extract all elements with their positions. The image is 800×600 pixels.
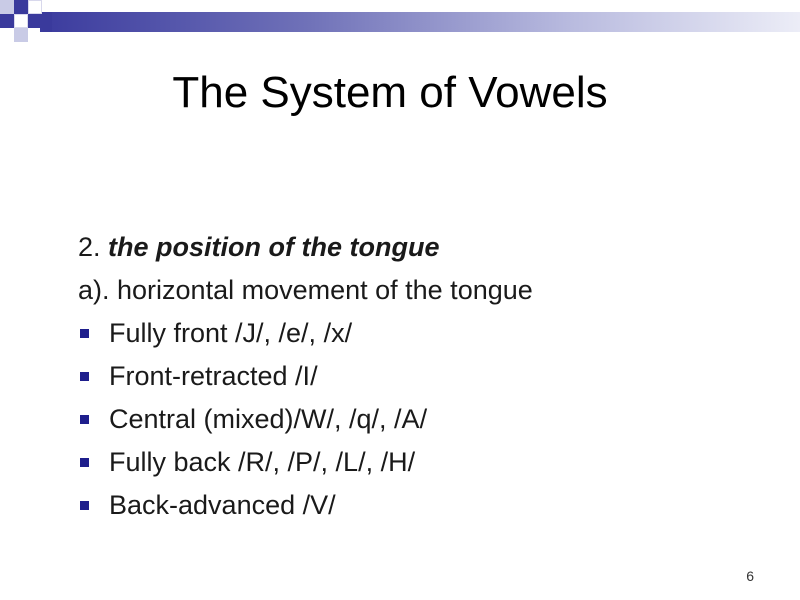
decor-square xyxy=(14,28,28,42)
list-item-text: Central (mixed)/W/, /q/, /A/ xyxy=(109,404,428,434)
decor-square xyxy=(14,14,28,28)
decor-square xyxy=(0,0,14,14)
square-bullet-icon xyxy=(80,329,89,338)
list-item-text: Fully front /J/, /e/, /x/ xyxy=(109,318,353,348)
list-item xyxy=(78,398,758,441)
decor-square xyxy=(42,12,52,32)
subheading: a). horizontal movement of the tongue xyxy=(78,275,533,305)
square-bullet-icon xyxy=(80,458,89,467)
decor-square xyxy=(14,0,28,14)
list-item xyxy=(78,355,758,398)
decor-square xyxy=(0,14,14,28)
decor-square xyxy=(28,14,42,28)
slide-content xyxy=(78,226,758,527)
slide-number: 6 xyxy=(746,568,754,584)
header-gradient-bar xyxy=(40,12,800,32)
square-bullet-icon xyxy=(80,501,89,510)
list-item-text: Front-retracted /I/ xyxy=(109,361,318,391)
heading-text: the position of the tongue xyxy=(108,232,440,262)
slide-title: The System of Vowels xyxy=(172,68,608,117)
heading-number: 2. xyxy=(78,232,101,262)
header-decoration xyxy=(0,0,800,50)
section-heading xyxy=(78,226,758,269)
list-item xyxy=(78,484,758,527)
square-bullet-icon xyxy=(80,415,89,424)
list-item-text: Back-advanced /V/ xyxy=(109,490,336,520)
list-item-text: Fully back /R/, /P/, /L/, /H/ xyxy=(109,447,416,477)
decor-square xyxy=(28,0,42,14)
square-bullet-icon xyxy=(80,372,89,381)
list-item xyxy=(78,312,758,355)
list-item xyxy=(78,441,758,484)
